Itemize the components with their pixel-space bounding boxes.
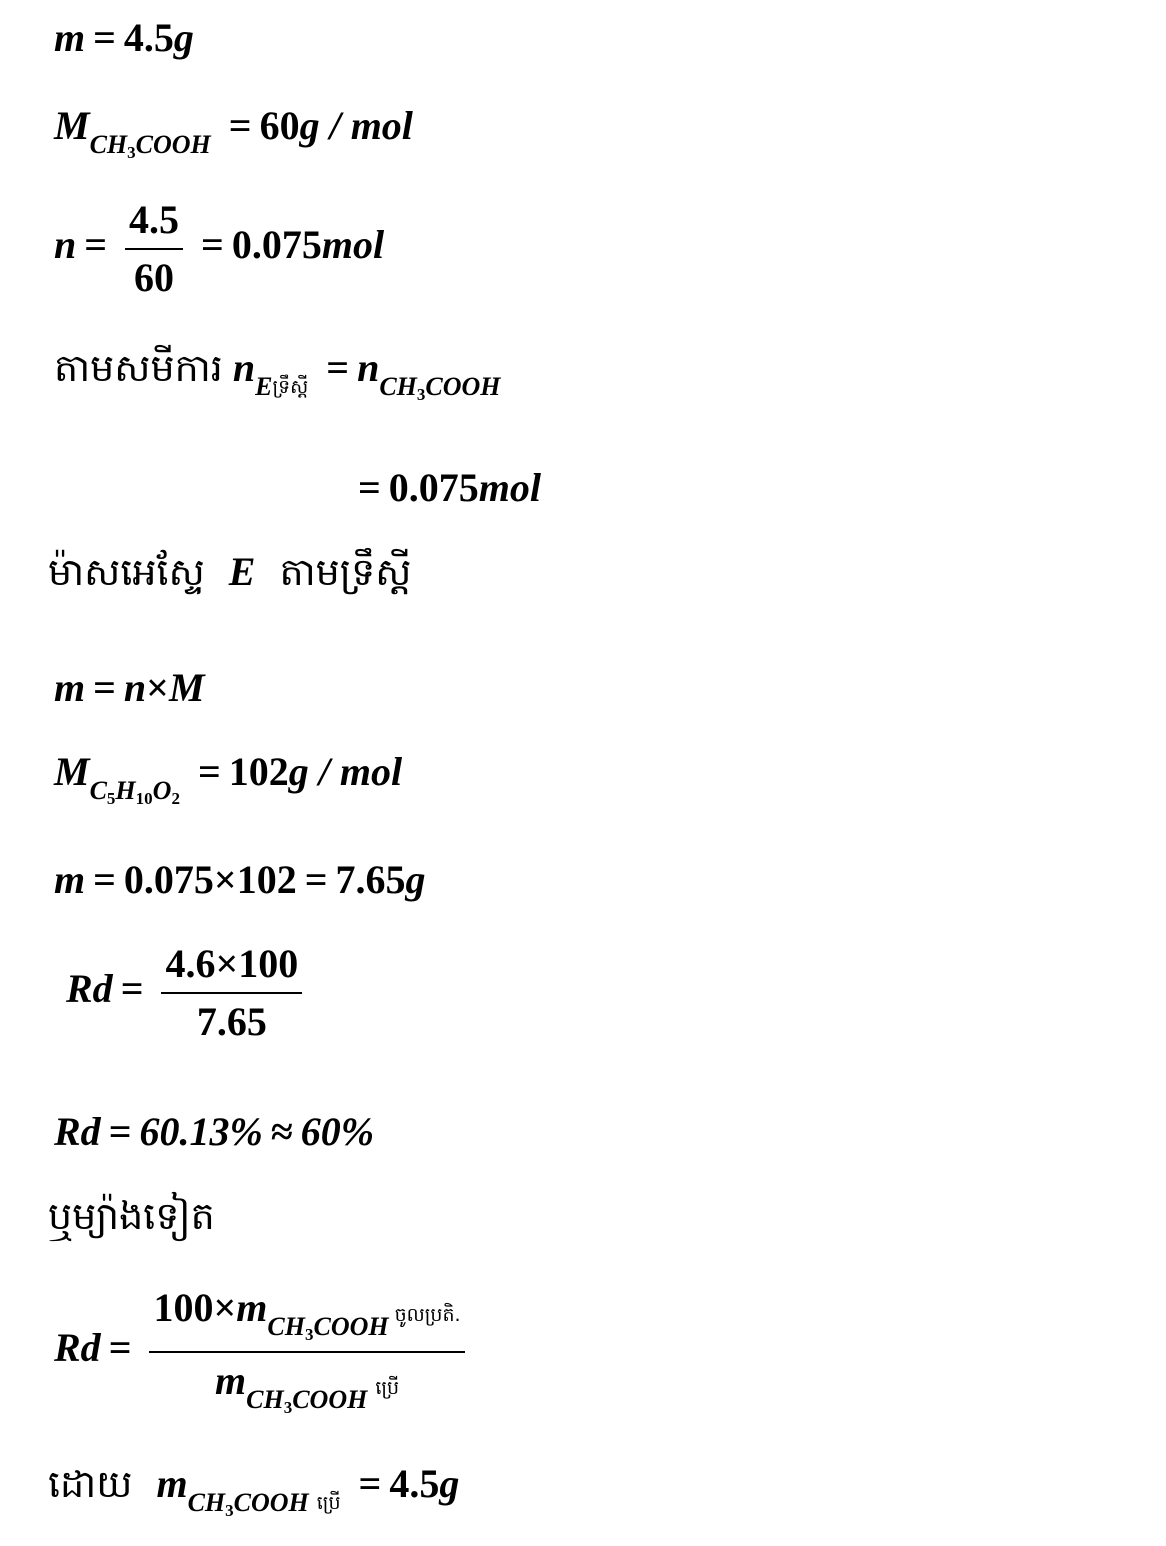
eq-moles: n = $\frac{4.5}{60}$ = 0.075mol [54,197,385,300]
eq-mass: m = 4.5g [54,15,194,60]
text-alternatively: ឬម្យ៉ាងទៀត [48,1194,215,1238]
fraction: $\frac{100\times m_{CH3COOH} ចូលប្រតិ.}{m_{CH3COOH} ប្រើ}$ [149,1288,464,1416]
eq-yield-result: Rd = 60.13% ≈ 60% [54,1109,375,1154]
fraction: $\frac{4.5}{60}$ [125,200,183,298]
eq-moles-result: = 0.075mol [358,465,542,510]
eq-stoichiometry: តាមសមីការ $n_{Eទ្រឹស្ដី} = n_{CH3COOH}$ [54,345,501,404]
eq-mass-result: m = 0.075×102 = 7.65g [54,857,426,902]
fraction: $\frac{4.6\times 100}{7.65}$ [161,944,302,1042]
eq-yield-fraction: Rd = $\frac{4.6\times 100}{7.65}$ [66,944,302,1042]
eq-molar-mass-ester: $M_{C5H10O2} = 102g$ / mol [54,749,403,808]
eq-acid-used: ដោយ $m_{CH3COOH}$ $_{ប្រើ}$ = 4.5g [48,1461,460,1520]
eq-mass-formula: m = n×M [54,665,205,710]
text-ester-mass: ម៉ាសអេស្ទែ E តាមទ្រឹស្ដី [48,549,412,594]
eq-molar-mass-acid: $M_{CH3COOH} = 60g$ / mol [54,103,413,162]
eq-yield-alt: Rd = $\frac{100\times m_{CH3COOH} ចូលប្រតិ.}{m_{CH3COOH} ប្រើ}$ [54,1288,465,1416]
